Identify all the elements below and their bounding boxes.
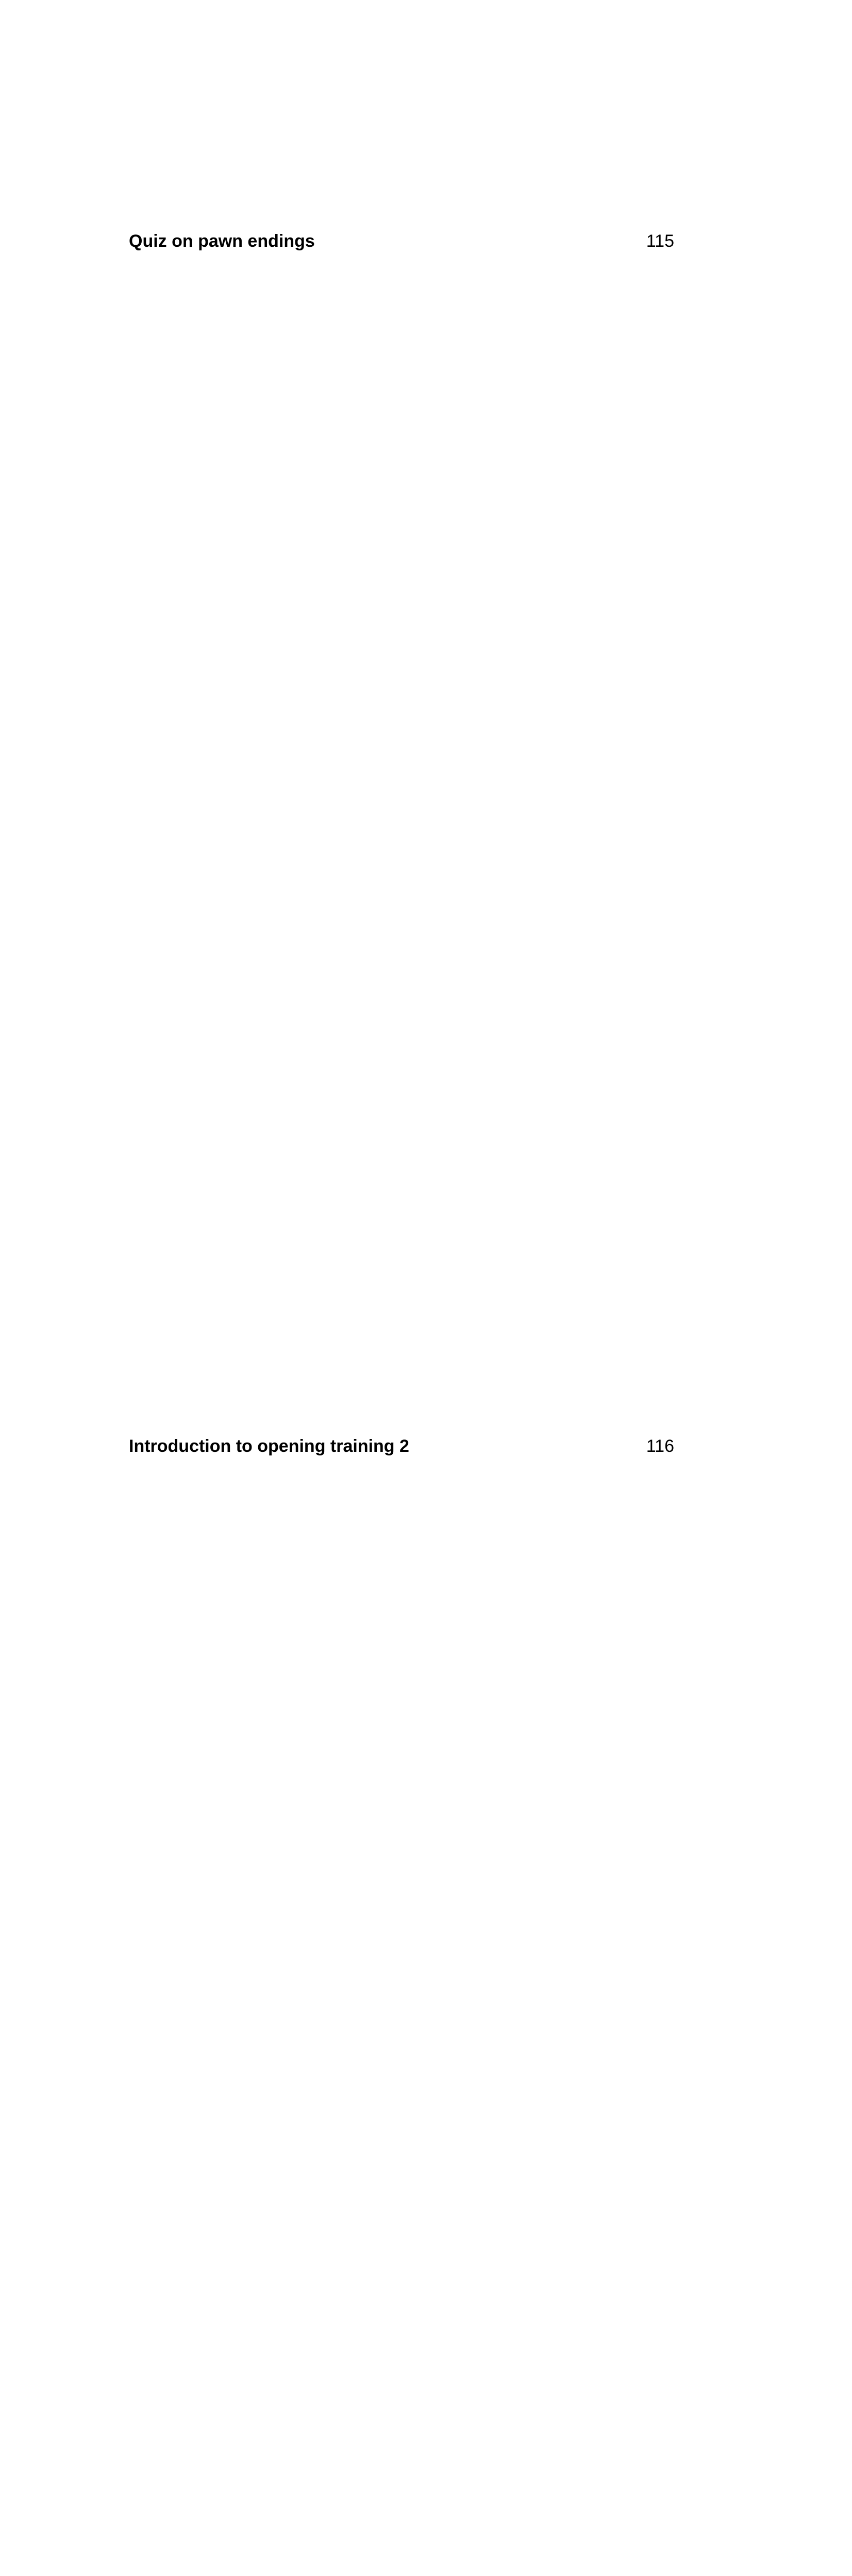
toc-entry-page-number: 115	[637, 228, 674, 1433]
toc-entry	[129, 1433, 674, 2576]
table-of-contents	[129, 228, 674, 2576]
toc-entry-title: Quiz on pawn endings	[129, 231, 315, 251]
toc-entry	[129, 228, 674, 1433]
toc-entry-page-number: 116	[637, 1433, 674, 2576]
toc-entry-title: Introduction to opening training 2	[129, 1436, 409, 1456]
